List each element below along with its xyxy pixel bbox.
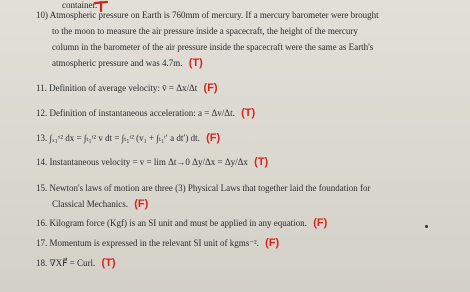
answer-mark: (F)	[203, 82, 218, 94]
question-text: Momentum is expressed in the relevant SI unit of kgms⁻².	[49, 238, 259, 248]
answer-mark: (T)	[254, 156, 269, 168]
question-15-line-2	[52, 199, 148, 209]
question-number: 17.	[36, 238, 48, 248]
question-15-line-1	[36, 183, 371, 193]
question-13	[36, 133, 220, 143]
question-text: Newton's laws of motion are three (3) Physical Laws that together laid the foundation for	[49, 183, 371, 193]
answer-mark: (T)	[188, 57, 203, 69]
question-text: Definition of average velocity: v̄ = Δx/Δt	[49, 83, 198, 93]
question-number: 15.	[36, 183, 48, 193]
question-10-line-3: column in the barometer of the air pressure inside the spacecraft were the same as Earth's	[52, 42, 374, 52]
answer-mark: (T)	[241, 107, 256, 119]
question-text: Definition of instantaneous acceleration: a = Δv/Δt.	[49, 108, 235, 118]
answer-mark: (T)	[101, 257, 116, 269]
question-number: 18.	[36, 258, 48, 268]
answer-mark: (F)	[134, 198, 149, 210]
question-16	[36, 218, 327, 228]
question-number: 10)	[36, 10, 48, 20]
answer-mark: (F)	[206, 132, 221, 144]
question-number: 11.	[36, 83, 47, 93]
question-10-line-2: to the moon to measure the air pressure inside a spacecraft, the height of the mercury	[52, 26, 358, 36]
question-text: Instantaneous velocity = v = lim Δt→0 Δy/Δx = Δy/Δx	[49, 157, 248, 167]
question-17	[36, 238, 279, 248]
answer-mark: (F)	[265, 237, 280, 249]
question-text: ∇XF⃗ = Curl.	[49, 258, 96, 268]
question-text: Classical Mechanics.	[52, 199, 128, 209]
answer-mark: (F)	[313, 217, 328, 229]
question-10-line-4	[52, 58, 203, 68]
top-word: container.	[62, 0, 98, 10]
question-text: Atmospheric pressure on Earth is 760mm of mercury. If a mercury barometer were brought	[49, 10, 379, 20]
question-12	[36, 108, 255, 118]
ink-dot	[425, 225, 428, 228]
question-text: atmospheric pressure and was 4.7m.	[52, 58, 183, 68]
question-text: ∫ₓ₁ˣ² dx = ∫ₜ₁ᵗ² v dt = ∫ₜ₁ᵗ² (v₁ + ∫ₜ₁ᵗ′ a dt′) dt.	[49, 133, 200, 143]
question-10-line-1	[36, 10, 379, 20]
question-number: 16.	[36, 218, 48, 228]
question-number: 12.	[36, 108, 48, 118]
question-number: 14.	[36, 157, 48, 167]
question-14	[36, 157, 268, 167]
question-18	[36, 258, 116, 268]
question-number: 13.	[36, 133, 48, 143]
question-11	[36, 83, 218, 93]
question-text: Kilogram force (Kgf) is an SI unit and must be applied in any equation.	[49, 218, 307, 228]
